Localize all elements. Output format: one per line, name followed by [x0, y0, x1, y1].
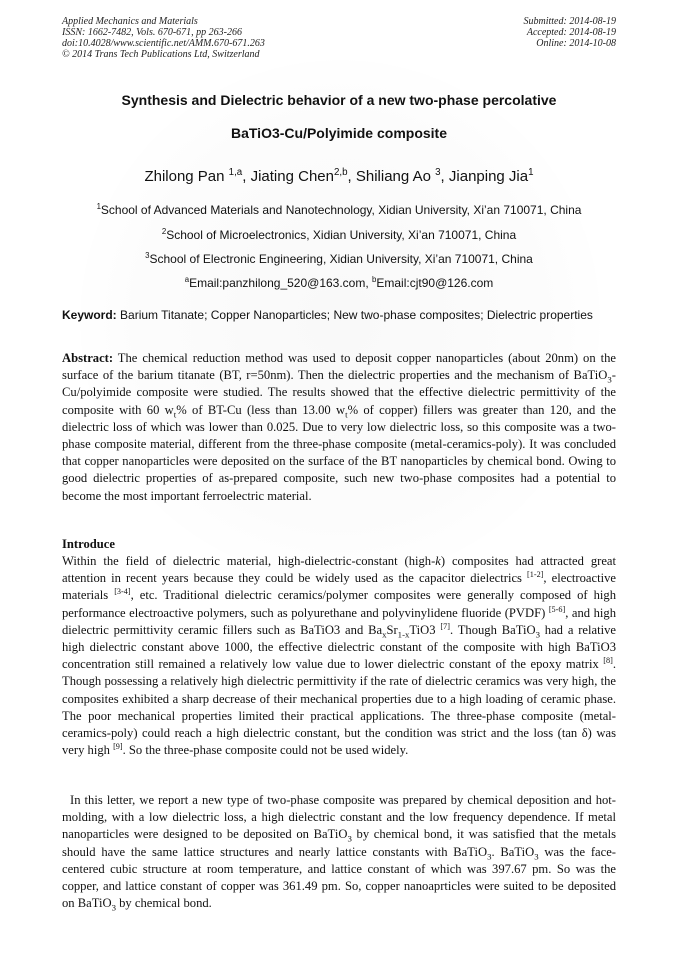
paper-title-line-1: Synthesis and Dielectric behavior of a new two-phase percolative: [121, 92, 557, 108]
author-list: [62, 168, 616, 185]
author-affiliation-mark: 1,a: [228, 167, 243, 178]
intro-text: , and high dielectric permittivity ceramic fillers such as BaTiO3 and Ba: [62, 605, 616, 637]
affiliation-mark: 3: [145, 251, 150, 260]
affiliation-text: School of Advanced Materials and Nanotechnology, Xidian University, Xi’an 710071, China: [100, 203, 582, 217]
dates-info: [524, 16, 617, 49]
paper-title-line-2: BaTiO3-Cu/Polyimide composite: [230, 125, 447, 141]
author-separator: ,: [242, 168, 251, 185]
subscript: t: [345, 409, 348, 420]
submitted-date: Submitted: 2014-08-19: [523, 16, 616, 27]
abstract-label: Abstract:: [62, 351, 114, 365]
email-b: Email:cjt90@126.com: [376, 276, 494, 290]
citation: [1-2]: [527, 570, 544, 580]
subscript: 3: [607, 374, 612, 385]
copyright-line: © 2014 Trans Tech Publications Ltd, Switzerland: [62, 49, 260, 60]
author-affiliation-mark: 1: [528, 167, 534, 178]
subscript: 1-x: [397, 629, 410, 640]
abstract-text: -Cu/polyimide composite were studied. The results showed that the effective dielectric permittivity of the composite with 60 w: [62, 368, 616, 417]
intro-text: , electroactive materials: [62, 571, 616, 603]
citation: [8]: [603, 656, 613, 666]
intro-text: Within the field of dielectric material, high-dielectric-constant (high-: [62, 554, 436, 568]
author-name: Shiliang Ao: [355, 168, 436, 185]
author-name: Jiating Chen: [250, 168, 334, 185]
intro-paragraph-1: [62, 553, 616, 759]
author-name: Zhilong Pan: [144, 168, 229, 185]
author-affiliation-mark: 2,b: [333, 167, 348, 178]
keyword-label: Keyword:: [62, 308, 117, 322]
affiliation-1: [62, 203, 616, 217]
intro-text: . Though possessing a relatively high dielectric permittivity if the rate of dielectric ceramics was very high, the composites exhibited a sharp decrease of their mechanical properties due to a high loading of ceramic phase. The poor mechanical properties limited their practical applications. The three-phase composite (metal-ceramics-poly) could reach a high dielectric constant, but the condition was strict and the loss (tan δ) was very high: [62, 657, 616, 758]
subscript: x: [382, 629, 387, 640]
journal-name: Applied Mechanics and Materials: [62, 16, 198, 27]
intro-paragraph-2: [62, 792, 616, 912]
accepted-date: Accepted: 2014-08-19: [526, 27, 616, 38]
email-mark: a: [184, 275, 190, 284]
affiliation-text: School of Microelectronics, Xidian University, Xi’an 710071, China: [166, 228, 517, 242]
keyword-text: Barium Titanate; Copper Nanoparticles; New two-phase composites; Dielectric properties: [116, 308, 593, 322]
subscript: 3: [347, 833, 352, 844]
citation: [3-4]: [114, 587, 131, 597]
online-date: Online: 2014-10-08: [536, 38, 616, 49]
subscript: 3: [111, 902, 116, 913]
author-separator: ,: [440, 168, 449, 185]
intro-text: , etc. Traditional dielectric ceramics/polymer composites were generally composed of high performance electroactive polymers, such as polyurethane and polyvinylidene fluoride (PVDF): [62, 588, 617, 620]
subscript: t: [173, 409, 177, 420]
citation: [9]: [113, 742, 123, 752]
subscript: 3: [535, 629, 540, 640]
author-separator: ,: [347, 168, 356, 185]
intro-text: by chemical bond, it was satisfied that the metals should have the same lattice structures and nearly lattice constants with BaTiO: [62, 827, 616, 859]
issn-line: ISSN: 1662-7482, Vols. 670-671, pp 263-266: [62, 27, 242, 38]
abstract: [62, 350, 616, 505]
intro-text: ) composites had attracted great attention in recent years because they could be widely used as the capacitor dielectrics: [62, 554, 616, 586]
section-heading-introduce: Introduce: [62, 537, 115, 551]
italic-k: k: [435, 554, 441, 568]
subscript: 3: [534, 851, 539, 862]
author-affiliation-mark: 3: [435, 167, 441, 178]
abstract-text: % of BT-Cu (less than 13.00 w: [176, 402, 346, 417]
affiliation-text: School of Electronic Engineering, Xidian University, Xi’an 710071, China: [149, 252, 533, 266]
email-mark: b: [372, 275, 377, 284]
subscript: 3: [487, 851, 492, 862]
affiliation-mark: 2: [161, 227, 167, 236]
affiliation-2: [62, 228, 616, 242]
affiliation-mark: 1: [96, 202, 101, 211]
abstract-text: % of copper) fillers was greater than 120, and the dielectric loss of which was lower than 0.025. Due to very low dielectric loss, so this composite was a two-phase composite material, different from the three-phase composite (metal-ceramics-poly). It was concluded that copper nanoparticles were deposited on the surface of the BT nanoparticles by chemical bond. Owing to good dielectric properties of as-prepared composite, such new two-phase composites had a potential to become the most important ferroelectric material.: [62, 402, 616, 503]
intro-text: TiO3: [409, 622, 441, 637]
intro-text: was the face-centered cubic structure at room temperature, and lattice constant of which was 397.67 pm. So was the copper, and lattice constant of copper was 361.49 pm. So, copper nanoaprticles were suited to be deposited on BaTiO: [62, 844, 616, 911]
author-name: Jianping Jia: [448, 168, 529, 185]
intro-text: . So the three-phase composite could not be used widely.: [122, 743, 409, 758]
intro-text: had a relative high dielectric constant above 1000, the effective dielectric constant of the composite with high BaTiO3 concentration still remained a relatively low value due to lower dielectric constant of the epoxy matrix: [62, 622, 616, 672]
affiliation-3: [62, 252, 616, 266]
email-a: Email:panzhilong_520@163.com,: [189, 276, 373, 290]
intro-text: Sr: [386, 622, 398, 637]
intro-text: . Though BaTiO: [449, 622, 536, 637]
journal-info: [62, 16, 265, 60]
intro-text: In this letter, we report a new type of two-phase composite was prepared by chemical deposition and hot-molding, with a low dielectric loss, a high dielectric constant and the low frequency dependence. If metal nanoparticles were designed to be deposited on BaTiO: [62, 793, 616, 842]
abstract-text: The chemical reduction method was used to deposit copper nanoparticles (about 20nm) on the surface of the barium titanate (BT, r=50nm). Then the dielectric properties and the mechanism of BaTiO: [62, 351, 616, 383]
intro-text: by chemical bond.: [115, 896, 212, 911]
keywords: [62, 307, 616, 323]
intro-text: . BaTiO: [491, 844, 535, 859]
email-line: [62, 276, 616, 290]
doi-line: doi:10.4028/www.scientific.net/AMM.670-671.263: [62, 38, 265, 49]
citation: [5-6]: [548, 604, 566, 614]
citation: [7]: [440, 621, 450, 631]
